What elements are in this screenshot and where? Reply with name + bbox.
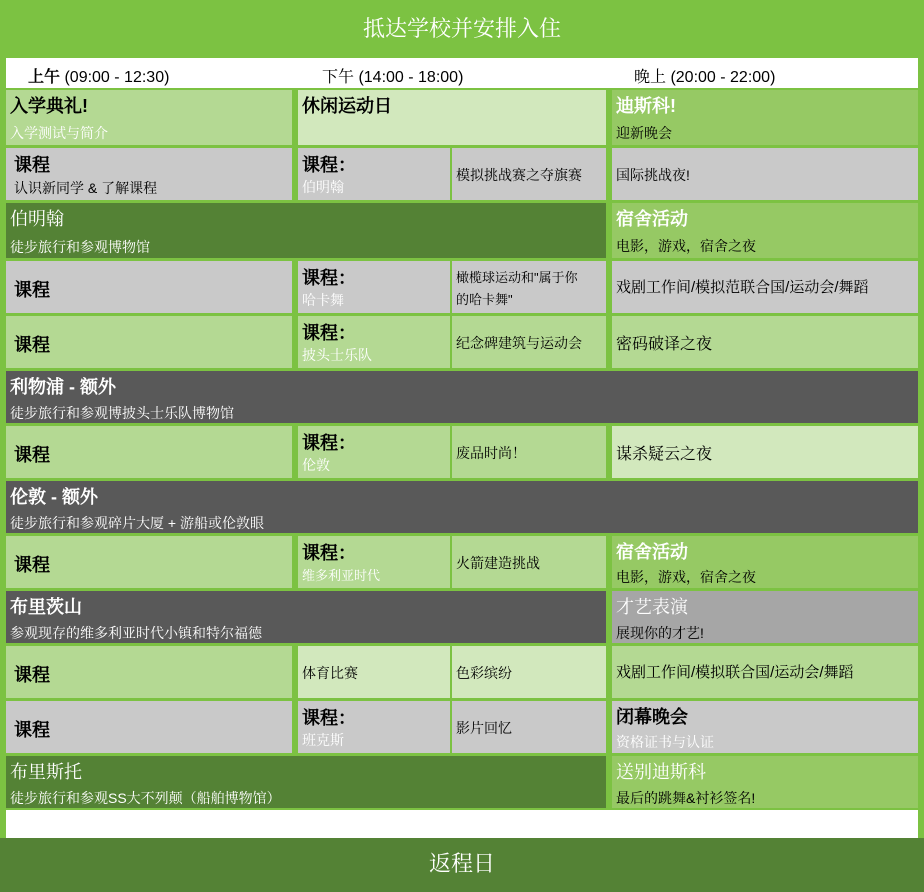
r9-morning (6, 536, 292, 588)
r7-evening-text: 谋杀疑云之夜 (616, 446, 713, 463)
r2-afternoon-2 (452, 148, 606, 200)
r7-afternoon-2 (452, 426, 606, 478)
r4-afternoon-2-line2: 的哈卡舞" (456, 292, 513, 307)
r11-morning (6, 646, 292, 698)
blank-row (6, 810, 918, 838)
title-bar (0, 0, 924, 58)
r6-title: 利物浦 - 额外 (10, 377, 116, 397)
r12-evening-title: 闭幕晚会 (616, 707, 688, 727)
r13-day (6, 756, 606, 808)
r6-excursion (6, 371, 918, 423)
r12-afternoon (298, 701, 450, 753)
r1-evening-title: 迪斯科! (616, 96, 676, 116)
r12-afternoon-2 (452, 701, 606, 753)
r5-morning (6, 316, 292, 368)
r1-evening-sub: 迎新晚会 (616, 125, 672, 141)
r11-afternoon-2-text: 色彩缤纷 (456, 665, 512, 681)
r9-afternoon-title: 课程： (302, 543, 356, 563)
r3-evening-title: 宿舍活动 (616, 209, 688, 229)
header-morning-label: 上午 (28, 69, 61, 86)
r13-evening-title: 送别迪斯科 (616, 762, 706, 782)
r7-afternoon-sub: 伦敦 (302, 457, 330, 473)
r9-afternoon-2 (452, 536, 606, 588)
r11-afternoon-2 (452, 646, 606, 698)
r6-sub: 徒步旅行和参观博披头士乐队博物馆 (10, 405, 234, 421)
r10-day-title: 布里茨山 (10, 597, 82, 617)
r7-morning (6, 426, 292, 478)
r1-evening (612, 90, 918, 145)
r13-evening-sub: 最后的跳舞&衬衫签名! (616, 790, 756, 806)
r4-afternoon-sub: 哈卡舞 (302, 292, 344, 308)
r4-afternoon-2-line1: 橄榄球运动和"属于你 (456, 270, 578, 285)
r4-morning (6, 261, 292, 313)
r1-morning (6, 90, 292, 145)
r9-evening-title: 宿舍活动 (616, 542, 688, 562)
r3-day-sub: 徒步旅行和参观博物馆 (10, 239, 150, 255)
r12-afternoon-sub: 班克斯 (302, 732, 344, 748)
r4-afternoon-title: 课程： (302, 268, 356, 288)
r1-morning-sub: 入学测试与简介 (10, 125, 108, 141)
r2-evening (612, 148, 918, 200)
r11-evening (612, 646, 918, 698)
r13-day-title: 布里斯托 (10, 762, 82, 782)
r10-evening-title: 才艺表演 (616, 597, 688, 617)
r2-morning (6, 148, 292, 200)
r9-afternoon-2-text: 火箭建造挑战 (456, 555, 540, 571)
r3-day-title: 伯明翰 (10, 209, 64, 229)
r10-evening-sub: 展现你的才艺! (616, 625, 704, 641)
r13-evening (612, 756, 918, 808)
header-afternoon: 下午 (14:00 - 18:00) (322, 69, 464, 86)
r2-afternoon (298, 148, 450, 200)
footer-title: 返程日 (428, 851, 495, 876)
r4-afternoon-2 (452, 261, 606, 313)
r3-evening (612, 203, 918, 258)
r9-evening-sub: 电影，游戏，宿舍之夜 (616, 569, 756, 585)
r1-afternoon-title: 休闲运动日 (302, 96, 392, 116)
r5-afternoon-2 (452, 316, 606, 368)
header-morning (28, 64, 169, 87)
r7-afternoon-2-text: 废品时尚！ (456, 445, 526, 461)
r4-morning-title: 课程 (14, 280, 50, 300)
r13-day-sub: 徒步旅行和参观SS大不列颠（船舶博物馆） (10, 790, 281, 806)
r5-evening-text: 密码破译之夜 (616, 336, 713, 353)
r1-morning-title: 入学典礼! (10, 96, 88, 116)
r11-evening-text: 戏剧工作间/模拟联合国/运动会/舞蹈 (616, 664, 854, 681)
r5-afternoon-sub: 披头士乐队 (302, 347, 372, 363)
r9-afternoon-sub: 维多利亚时代 (302, 568, 381, 583)
r12-morning (6, 701, 292, 753)
r2-evening-text: 国际挑战夜! (616, 167, 690, 183)
r8-sub: 徒步旅行和参观碎片大厦 + 游船或伦敦眼 (10, 515, 264, 531)
r12-morning-title: 课程 (14, 720, 50, 740)
r2-afternoon-sub: 伯明翰 (302, 179, 344, 195)
page-title: 抵达学校并安排入住 (362, 16, 561, 41)
r5-evening (612, 316, 918, 368)
r9-evening (612, 536, 918, 588)
r5-afternoon (298, 316, 450, 368)
r7-morning-title: 课程 (14, 445, 50, 465)
r10-evening (612, 591, 918, 643)
r12-afternoon-2-text: 影片回忆 (456, 720, 512, 736)
header-row (6, 58, 918, 88)
r12-afternoon-title: 课程： (302, 708, 356, 728)
header-evening: 晚上 (20:00 - 22:00) (634, 69, 776, 86)
r2-morning-title: 课程 (14, 155, 50, 175)
r5-afternoon-title: 课程： (302, 323, 356, 343)
r3-evening-sub: 电影，游戏，宿舍之夜 (616, 238, 756, 254)
r7-evening (612, 426, 918, 478)
r4-afternoon (298, 261, 450, 313)
r12-evening (612, 701, 918, 753)
r8-title: 伦敦 - 额外 (10, 487, 98, 507)
r2-afternoon-2-text: 模拟挑战赛之夺旗赛 (456, 167, 582, 183)
r1-afternoon (298, 90, 606, 145)
r5-afternoon-2-text: 纪念碑建筑与运动会 (456, 335, 582, 351)
r11-morning-title: 课程 (14, 665, 50, 685)
header-morning-time: (09:00 - 12:30) (60, 69, 170, 86)
r12-evening-sub: 资格证书与认证 (616, 734, 714, 750)
r7-afternoon-title: 课程： (302, 433, 356, 453)
r5-morning-title: 课程 (14, 335, 50, 355)
r11-afternoon (298, 646, 450, 698)
r10-day (6, 591, 606, 643)
r2-afternoon-title: 课程： (302, 155, 356, 175)
r9-afternoon (298, 536, 450, 588)
r10-day-sub: 参观现存的维多利亚时代小镇和特尔福德 (10, 625, 262, 641)
r4-evening-text: 戏剧工作间/模拟范联合国/运动会/舞蹈 (616, 279, 869, 296)
r3-day (6, 203, 606, 258)
footer-bar (0, 838, 924, 892)
r2-morning-sub: 认识新同学 & 了解课程 (14, 180, 158, 196)
r11-afternoon-text: 体育比赛 (302, 665, 358, 681)
r9-morning-title: 课程 (14, 555, 50, 575)
r8-excursion (6, 481, 918, 533)
r7-afternoon (298, 426, 450, 478)
r4-evening (612, 261, 918, 313)
